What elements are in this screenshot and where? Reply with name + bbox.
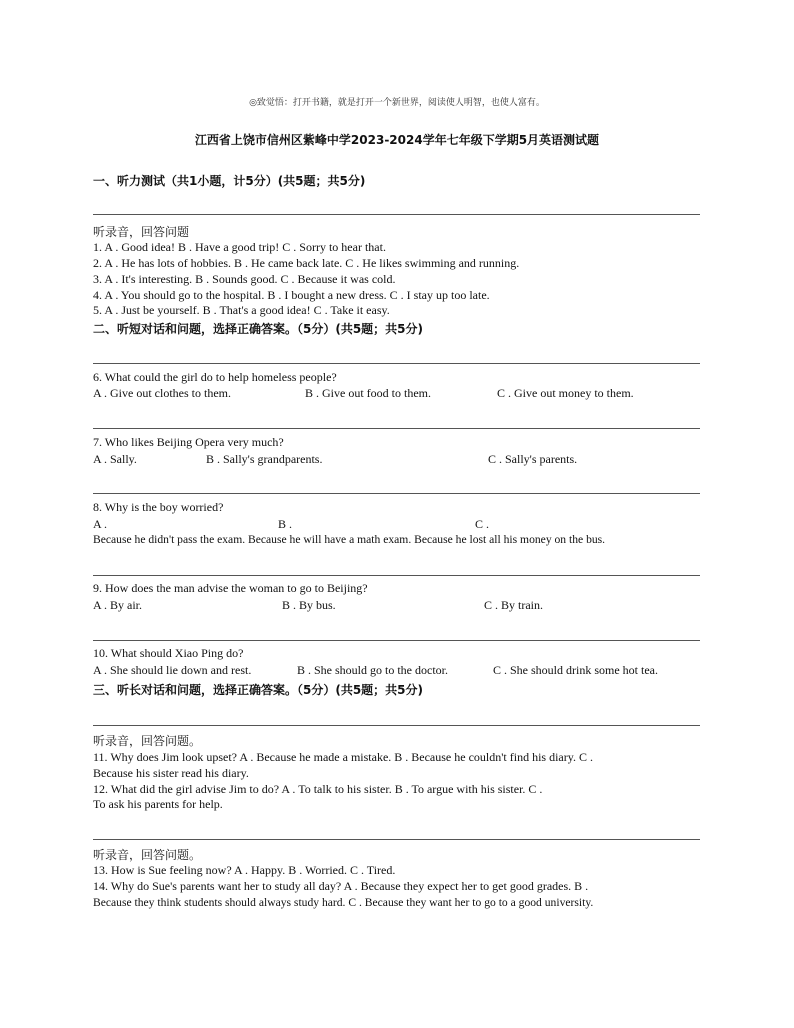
question-line: 12. What did the girl advise Jim to do? A . To talk to his sister. B . To argue with his sister. C . xyxy=(93,782,543,796)
section-heading-2: 二、听短对话和问题，选择正确答案。（5分）(共5题；共5分) xyxy=(93,322,424,336)
question-line: 2. A . He has lots of hobbies. B . He came back late. C . He likes swimming and running. xyxy=(93,256,520,270)
question-divider xyxy=(93,575,700,576)
listening-instruction: 听录音，回答问题。 xyxy=(93,848,202,862)
option-c: C . Give out money to them. xyxy=(497,386,634,400)
question-line: 5. A . Just be yourself. B . That's a good idea! C . Take it easy. xyxy=(93,303,390,317)
option-b: B . By bus. xyxy=(282,598,336,612)
question-text: 10. What should Xiao Ping do? xyxy=(93,646,244,660)
section-heading-1: 一、听力测试（共1小题，计5分）(共5题；共5分) xyxy=(93,174,366,188)
question-line: 1. A . Good idea! B . Have a good trip! C . Sorry to hear that. xyxy=(93,240,386,254)
question-line: Because his sister read his diary. xyxy=(93,766,249,780)
option-a: A . Give out clothes to them. xyxy=(93,386,231,400)
option-c: C . Sally's parents. xyxy=(488,452,578,466)
question-line: 14. Why do Sue's parents want her to study all day? A . Because they expect her to get good grades. B . xyxy=(93,879,589,893)
option-b: B . She should go to the doctor. xyxy=(297,663,448,677)
option-b: B . Sally's grandparents. xyxy=(206,452,323,466)
question-line: Because they think students should always study hard. C . Because they want her to go to a good university. xyxy=(93,896,594,909)
exam-title: 江西省上饶市信州区紫峰中学2023-2024学年七年级下学期5月英语测试题 xyxy=(194,133,600,147)
section-divider xyxy=(93,725,700,726)
option-a: A . xyxy=(93,517,108,531)
section-divider xyxy=(93,363,700,364)
question-line: 13. How is Sue feeling now? A . Happy. B . Worried. C . Tired. xyxy=(93,863,396,877)
motto-text: ◎致觉悟：打开书籍，就是打开一个新世界，阅读使人明智，也使人富有。 xyxy=(249,98,545,108)
listening-instruction: 听录音，回答问题 xyxy=(93,225,190,239)
option-b: B . Give out food to them. xyxy=(305,386,431,400)
option-c: C . By train. xyxy=(484,598,543,612)
question-text: 7. Who likes Beijing Opera very much? xyxy=(93,435,284,449)
question-line: 4. A . You should go to the hospital. B . I bought a new dress. C . I stay up too late. xyxy=(93,288,490,302)
question-text: 8. Why is the boy worried? xyxy=(93,500,224,514)
option-a: A . By air. xyxy=(93,598,143,612)
question-line: 11. Why does Jim look upset? A . Because he made a mistake. B . Because he couldn't find his diary. C . xyxy=(93,750,593,764)
question-divider xyxy=(93,493,700,494)
option-a: A . She should lie down and rest. xyxy=(93,663,252,677)
option-c: C . She should drink some hot tea. xyxy=(493,663,658,677)
question-text: 6. What could the girl do to help homeless people? xyxy=(93,370,337,384)
section-divider xyxy=(93,214,700,215)
question-divider xyxy=(93,640,700,641)
question-divider xyxy=(93,839,700,840)
options-text: Because he didn't pass the exam. Because he will have a math exam. Because he lost all his money on the bus. xyxy=(93,533,606,546)
question-line: 3. A . It's interesting. B . Sounds good. C . Because it was cold. xyxy=(93,272,396,286)
question-divider xyxy=(93,428,700,429)
listening-instruction: 听录音，回答问题。 xyxy=(93,734,202,748)
question-text: 9. How does the man advise the woman to go to Beijing? xyxy=(93,581,368,595)
option-a: A . Sally. xyxy=(93,452,137,466)
section-heading-3: 三、听长对话和问题，选择正确答案。（5分）(共5题；共5分) xyxy=(93,683,424,697)
option-c: C . xyxy=(475,517,490,531)
question-line: To ask his parents for help. xyxy=(93,797,223,811)
option-b: B . xyxy=(278,517,293,531)
